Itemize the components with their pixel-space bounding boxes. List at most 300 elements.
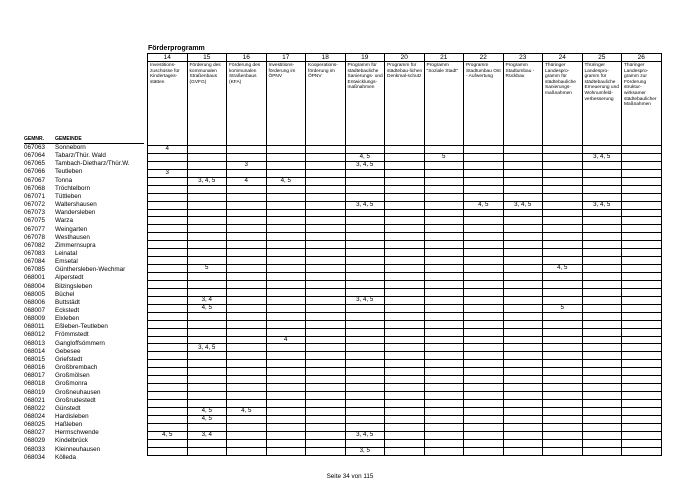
municipality-name: Eßleben-Teutleben xyxy=(55,323,108,331)
table-cell xyxy=(464,185,504,193)
gemeinde-header: GEMEINDE xyxy=(55,136,82,142)
table-cell xyxy=(148,209,188,217)
table-cell xyxy=(543,209,583,217)
table-cell xyxy=(306,423,346,431)
table-cell xyxy=(227,233,267,241)
table-cell xyxy=(306,392,346,400)
table-cell xyxy=(622,336,662,344)
table-cell: 5 xyxy=(187,265,227,273)
table-cell xyxy=(543,241,583,249)
table-cell xyxy=(582,384,622,392)
municipality-name: Sonneborn xyxy=(55,144,86,151)
table-cell xyxy=(464,265,504,273)
table-cell xyxy=(227,360,267,368)
table-cell xyxy=(385,336,425,344)
column-number: 23 xyxy=(503,54,543,62)
table-cell xyxy=(464,344,504,352)
table-cell xyxy=(424,241,464,249)
column-description: Förderung des kommunalen Straßenbaus (KFA) xyxy=(227,62,267,146)
table-cell xyxy=(345,146,385,154)
column-number: 14 xyxy=(148,54,188,62)
municipality-name: Großmonra xyxy=(55,380,88,388)
table-cell xyxy=(582,368,622,376)
table-cell xyxy=(227,392,267,400)
table-cell xyxy=(582,209,622,217)
table-cell xyxy=(148,225,188,233)
table-cell xyxy=(227,265,267,273)
table-cell xyxy=(385,217,425,225)
table-cell xyxy=(227,296,267,304)
municipality-number: 067072 xyxy=(24,201,46,209)
table-cell xyxy=(582,431,622,439)
table-row xyxy=(148,328,662,336)
table-cell xyxy=(385,201,425,209)
table-cell xyxy=(582,265,622,273)
municipality-number: 067065 xyxy=(24,160,46,168)
column-number: 15 xyxy=(187,54,227,62)
table-cell xyxy=(385,273,425,281)
table-row xyxy=(148,257,662,265)
table-cell xyxy=(345,312,385,320)
column-description: Investitions-förderung im ÖPNV xyxy=(266,62,306,146)
municipality-row xyxy=(24,217,147,225)
table-cell xyxy=(187,217,227,225)
municipality-name: Tüttleben xyxy=(55,192,82,200)
table-cell xyxy=(266,352,306,360)
municipality-number: 068017 xyxy=(24,372,46,380)
table-row xyxy=(148,368,662,376)
table-cell xyxy=(543,249,583,257)
table-cell xyxy=(306,407,346,415)
table-cell xyxy=(385,193,425,201)
municipality-number: 068011 xyxy=(24,323,45,331)
table-cell: 4, 5 xyxy=(543,265,583,273)
table-cell xyxy=(266,209,306,217)
table-cell xyxy=(424,273,464,281)
column-number: 21 xyxy=(424,54,464,62)
table-cell: 5 xyxy=(543,304,583,312)
table-cell xyxy=(582,193,622,201)
table-cell xyxy=(306,415,346,423)
table-cell xyxy=(543,336,583,344)
table-cell xyxy=(266,273,306,281)
municipality-number: 067082 xyxy=(24,241,46,249)
column-description-row xyxy=(148,62,662,146)
table-cell xyxy=(306,193,346,201)
table-cell xyxy=(582,249,622,257)
table-cell xyxy=(187,225,227,233)
table-cell xyxy=(385,392,425,400)
table-cell xyxy=(227,312,267,320)
municipality-name: Günthersleben-Wechmar xyxy=(55,266,126,274)
table-cell xyxy=(622,360,662,368)
municipality-name: Weingarten xyxy=(55,225,88,233)
table-cell xyxy=(385,320,425,328)
table-cell xyxy=(306,336,346,344)
table-cell xyxy=(543,384,583,392)
table-row xyxy=(148,265,662,273)
table-cell xyxy=(345,423,385,431)
table-cell xyxy=(582,296,622,304)
table-cell xyxy=(503,439,543,447)
table-cell xyxy=(582,146,622,154)
column-number: 25 xyxy=(582,54,622,62)
table-cell xyxy=(266,153,306,161)
table-cell xyxy=(266,415,306,423)
table-cell xyxy=(464,400,504,408)
table-cell xyxy=(227,400,267,408)
table-cell xyxy=(227,241,267,249)
table-cell xyxy=(543,161,583,169)
table-cell xyxy=(187,447,227,455)
column-number: 19 xyxy=(345,54,385,62)
table-cell: 3, 4, 5 xyxy=(582,201,622,209)
table-row xyxy=(148,233,662,241)
table-cell xyxy=(622,304,662,312)
table-cell xyxy=(187,249,227,257)
table-cell xyxy=(266,368,306,376)
municipality-name: Büchel xyxy=(55,290,75,298)
municipality-row xyxy=(24,258,147,266)
table-cell xyxy=(543,273,583,281)
municipality-name: Gangloffsömmern xyxy=(55,339,105,347)
table-cell xyxy=(187,161,227,169)
table-cell xyxy=(187,312,227,320)
table-cell xyxy=(187,273,227,281)
table-cell xyxy=(464,296,504,304)
table-cell xyxy=(345,217,385,225)
table-cell xyxy=(424,407,464,415)
table-cell xyxy=(424,225,464,233)
table-cell xyxy=(503,400,543,408)
municipality-name: Kleinneuhausen xyxy=(55,445,101,453)
table-cell: 3, 4, 5 xyxy=(345,161,385,169)
municipality-number: 068022 xyxy=(24,404,46,412)
table-cell xyxy=(622,312,662,320)
table-cell xyxy=(187,376,227,384)
table-cell xyxy=(266,296,306,304)
municipality-row xyxy=(24,380,147,388)
table-row xyxy=(148,288,662,296)
table-cell xyxy=(582,312,622,320)
column-description: Programm Stadtumbau Ost - Aufwertung xyxy=(464,62,504,146)
municipality-name: Wandersleben xyxy=(55,209,96,217)
table-cell xyxy=(424,447,464,455)
table-cell xyxy=(266,249,306,257)
table-cell xyxy=(503,288,543,296)
table-cell xyxy=(148,352,188,360)
table-cell xyxy=(306,368,346,376)
table-cell xyxy=(227,280,267,288)
municipality-name: Emsetal xyxy=(55,258,78,266)
table-cell xyxy=(622,344,662,352)
table-cell xyxy=(187,241,227,249)
table-cell xyxy=(148,415,188,423)
table-cell xyxy=(227,209,267,217)
municipality-row xyxy=(24,185,147,193)
table-cell xyxy=(266,146,306,154)
table-cell xyxy=(266,257,306,265)
table-cell xyxy=(385,439,425,447)
table-cell xyxy=(345,320,385,328)
table-cell xyxy=(622,193,662,201)
table-cell xyxy=(622,241,662,249)
table-cell xyxy=(266,392,306,400)
table-cell xyxy=(385,161,425,169)
table-cell xyxy=(266,431,306,439)
municipality-row xyxy=(24,454,147,462)
table-cell xyxy=(543,320,583,328)
table-cell xyxy=(306,439,346,447)
table-row xyxy=(148,336,662,344)
table-cell xyxy=(227,193,267,201)
table-cell xyxy=(148,280,188,288)
table-cell xyxy=(424,169,464,177)
table-cell xyxy=(306,146,346,154)
municipality-name: Tonna xyxy=(55,176,73,184)
table-cell xyxy=(227,169,267,177)
table-cell xyxy=(227,201,267,209)
table-cell xyxy=(582,257,622,265)
table-row xyxy=(148,344,662,352)
table-cell xyxy=(266,384,306,392)
table-cell xyxy=(148,217,188,225)
table-cell xyxy=(148,439,188,447)
table-cell xyxy=(187,352,227,360)
table-cell xyxy=(503,273,543,281)
table-row xyxy=(148,217,662,225)
table-cell xyxy=(582,177,622,185)
table-cell xyxy=(148,392,188,400)
table-cell xyxy=(503,415,543,423)
table-cell xyxy=(345,439,385,447)
municipality-row xyxy=(24,397,147,405)
table-cell xyxy=(582,352,622,360)
table-row xyxy=(148,423,662,431)
table-cell xyxy=(424,288,464,296)
table-cell xyxy=(543,344,583,352)
municipality-row xyxy=(24,437,147,445)
municipality-name: Tambach-Dietharz/Thür.W. xyxy=(55,160,130,168)
table-row xyxy=(148,280,662,288)
table-cell xyxy=(266,201,306,209)
table-cell xyxy=(148,265,188,273)
table-cell xyxy=(582,233,622,241)
table-row xyxy=(148,360,662,368)
table-cell xyxy=(227,423,267,431)
table-cell xyxy=(464,415,504,423)
table-cell xyxy=(345,384,385,392)
table-cell xyxy=(306,431,346,439)
municipality-number: 068024 xyxy=(24,412,46,420)
table-cell xyxy=(622,431,662,439)
table-cell xyxy=(266,400,306,408)
table-cell xyxy=(306,209,346,217)
table-row xyxy=(148,225,662,233)
table-cell xyxy=(306,225,346,233)
table-cell xyxy=(385,415,425,423)
table-cell xyxy=(266,185,306,193)
table-cell xyxy=(622,447,662,455)
table-cell xyxy=(622,407,662,415)
table-cell xyxy=(227,185,267,193)
table-cell: 4 xyxy=(148,146,188,154)
table-cell xyxy=(582,280,622,288)
table-cell xyxy=(306,185,346,193)
table-cell xyxy=(424,249,464,257)
table-cell xyxy=(385,328,425,336)
municipality-row xyxy=(24,160,147,168)
table-cell xyxy=(424,257,464,265)
table-row xyxy=(148,296,662,304)
table-cell xyxy=(424,400,464,408)
municipality-number: 067084 xyxy=(24,258,46,266)
table-cell xyxy=(345,280,385,288)
table-cell xyxy=(266,423,306,431)
table-cell xyxy=(622,280,662,288)
table-cell xyxy=(543,280,583,288)
table-cell xyxy=(503,304,543,312)
table-cell xyxy=(464,177,504,185)
table-cell xyxy=(424,415,464,423)
table-cell xyxy=(266,169,306,177)
table-cell xyxy=(306,217,346,225)
municipality-number: 068015 xyxy=(24,355,46,363)
municipality-number: 068029 xyxy=(24,437,46,445)
table-cell xyxy=(345,225,385,233)
table-cell xyxy=(622,392,662,400)
table-cell: 3, 4, 5 xyxy=(345,201,385,209)
municipality-row xyxy=(24,209,147,217)
table-cell xyxy=(306,352,346,360)
table-cell xyxy=(148,368,188,376)
table-cell xyxy=(582,304,622,312)
table-cell xyxy=(148,193,188,201)
table-cell xyxy=(622,225,662,233)
table-cell: 3, 5 xyxy=(345,447,385,455)
table-cell xyxy=(187,384,227,392)
municipality-number: 068014 xyxy=(24,347,46,355)
table-cell xyxy=(424,431,464,439)
table-cell xyxy=(622,423,662,431)
table-cell xyxy=(266,312,306,320)
table-cell xyxy=(503,185,543,193)
table-cell xyxy=(543,296,583,304)
table-cell xyxy=(622,328,662,336)
table-cell xyxy=(345,368,385,376)
table-cell xyxy=(622,400,662,408)
table-cell xyxy=(464,233,504,241)
municipality-row xyxy=(24,193,147,201)
table-cell xyxy=(148,153,188,161)
municipality-number: 067063 xyxy=(24,144,46,151)
table-cell xyxy=(424,304,464,312)
municipality-name: Günstedt xyxy=(55,404,81,412)
table-cell xyxy=(148,447,188,455)
table-cell xyxy=(464,146,504,154)
table-cell: 4 xyxy=(227,177,267,185)
table-cell: 3, 4 xyxy=(187,431,227,439)
municipality-row xyxy=(24,291,147,299)
municipality-name: Haßleben xyxy=(55,421,83,429)
table-cell: 3, 4, 5 xyxy=(582,153,622,161)
table-cell xyxy=(543,146,583,154)
table-cell xyxy=(622,273,662,281)
municipality-row xyxy=(24,429,147,437)
column-description: Programm Stadtumbau - Rückbau xyxy=(503,62,543,146)
table-cell xyxy=(464,423,504,431)
municipality-name: Tröchtelborn xyxy=(55,184,91,192)
table-cell xyxy=(503,249,543,257)
municipality-row xyxy=(24,283,147,291)
municipality-row xyxy=(24,315,147,323)
municipality-number: 068021 xyxy=(24,396,46,404)
table-cell xyxy=(148,241,188,249)
table-cell xyxy=(464,193,504,201)
table-cell xyxy=(345,415,385,423)
table-cell xyxy=(543,431,583,439)
table-cell xyxy=(582,407,622,415)
municipality-number: 068018 xyxy=(24,380,46,388)
table-cell xyxy=(582,225,622,233)
table-cell xyxy=(148,233,188,241)
table-cell xyxy=(503,344,543,352)
table-row xyxy=(148,153,662,161)
municipality-name: Gebesee xyxy=(55,347,81,355)
table-cell xyxy=(543,368,583,376)
table-cell xyxy=(582,288,622,296)
column-description: Thüringer Landespro-gramm für städtebauliche Sanierungs-maßnahmen xyxy=(543,62,583,146)
table-cell xyxy=(464,360,504,368)
table-cell xyxy=(187,233,227,241)
table-cell xyxy=(622,415,662,423)
table-cell xyxy=(187,336,227,344)
table-cell xyxy=(503,225,543,233)
table-cell xyxy=(187,209,227,217)
table-cell xyxy=(543,185,583,193)
table-cell xyxy=(424,146,464,154)
table-cell: 4, 5 xyxy=(187,407,227,415)
municipality-row xyxy=(24,340,147,348)
table-cell xyxy=(227,344,267,352)
municipality-row xyxy=(24,372,147,380)
table-cell xyxy=(187,280,227,288)
table-cell xyxy=(503,193,543,201)
table-cell xyxy=(345,209,385,217)
table-row xyxy=(148,177,662,185)
table-row xyxy=(148,193,662,201)
table-row xyxy=(148,169,662,177)
table-cell xyxy=(464,249,504,257)
table-cell xyxy=(582,161,622,169)
table-cell xyxy=(266,161,306,169)
table-cell xyxy=(582,400,622,408)
table-row xyxy=(148,352,662,360)
municipality-number: 067066 xyxy=(24,168,46,176)
table-cell xyxy=(148,273,188,281)
table-cell xyxy=(622,146,662,154)
table-cell xyxy=(464,273,504,281)
table-cell xyxy=(503,153,543,161)
municipality-row xyxy=(24,242,147,250)
table-cell xyxy=(266,304,306,312)
table-cell xyxy=(227,304,267,312)
table-cell xyxy=(464,288,504,296)
table-cell xyxy=(503,161,543,169)
table-cell xyxy=(187,146,227,154)
municipality-name: Großrudestedt xyxy=(55,396,96,404)
table-cell xyxy=(543,439,583,447)
